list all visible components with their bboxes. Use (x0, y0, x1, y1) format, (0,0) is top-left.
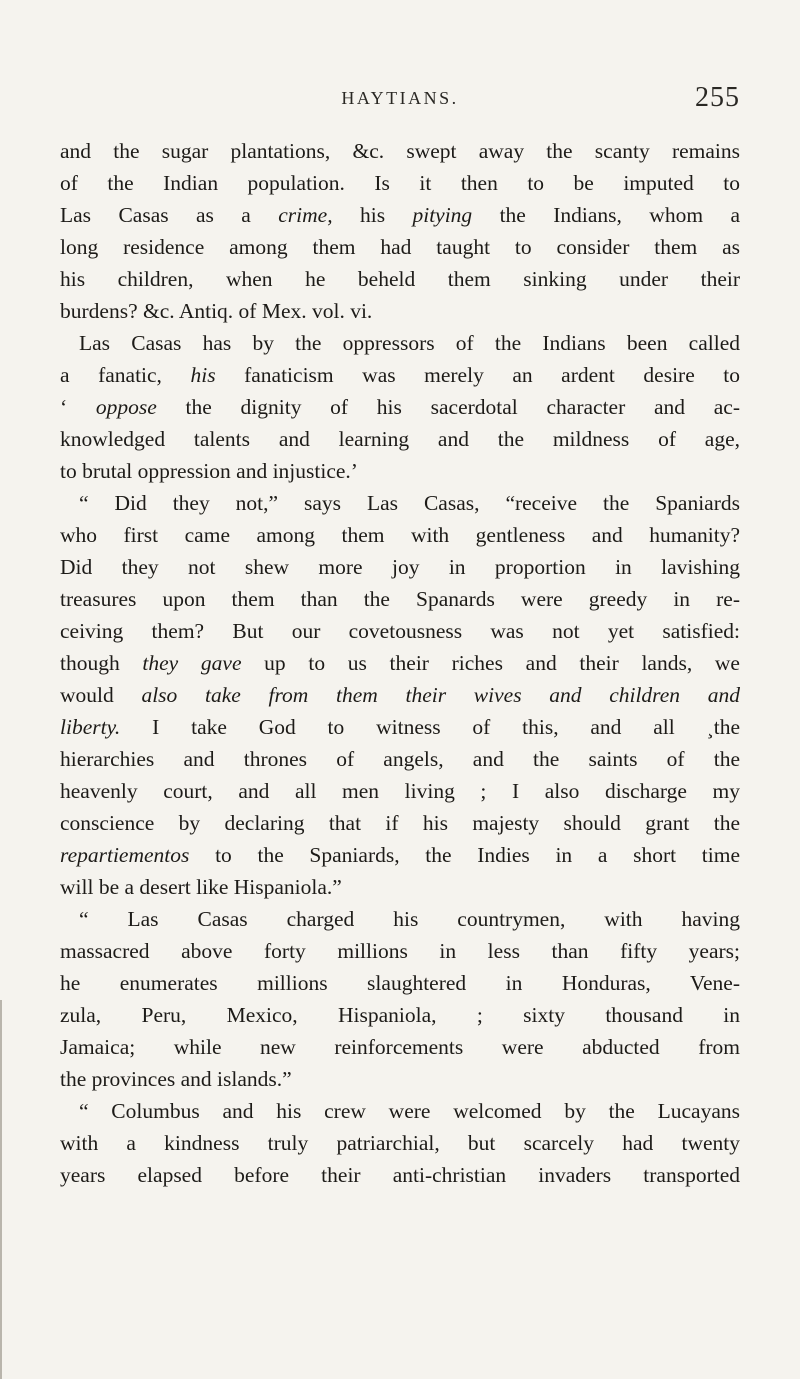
text-segment: a fanatic, (60, 363, 191, 387)
text-line (60, 679, 740, 711)
text-segment: the (713, 715, 740, 739)
text-line (60, 263, 740, 295)
text-line (60, 423, 740, 455)
text-line (60, 487, 740, 519)
italic-text: they gave (142, 651, 242, 675)
text-line (60, 327, 740, 359)
running-head (60, 82, 740, 120)
text-segment: heavenly court, and all men living ; I also discharge my (60, 779, 740, 803)
text-segment: conscience by declaring that if his majesty should grant the (60, 811, 740, 835)
text-segment: the provinces and islands.” (60, 1067, 292, 1091)
text-segment: to the Spaniards, the Indies in a short time (189, 843, 740, 867)
text-line (60, 775, 740, 807)
text-line (60, 935, 740, 967)
text-segment: to brutal oppression and injustice.’ (60, 459, 358, 483)
page-edge-shadow (0, 1000, 2, 1379)
text-segment: the dignity of his sacerdotal character and ac- (156, 395, 740, 419)
italic-text: his (190, 363, 216, 387)
text-line (60, 583, 740, 615)
italic-text: also take from them their wives and children and (141, 683, 740, 707)
text-line (60, 231, 740, 263)
text-segment: would (60, 683, 142, 707)
text-segment: with a kindness truly patriarchial, but scarcely had twenty (60, 1131, 740, 1155)
italic-text: repartiementos (60, 843, 190, 867)
page-number: 255 (695, 82, 740, 113)
text-line (60, 135, 740, 167)
text-line (60, 807, 740, 839)
text-segment: the Indians, whom a (472, 203, 741, 227)
text-segment: Las Casas as a (60, 203, 279, 227)
text-segment: his (332, 203, 413, 227)
text-line (60, 647, 740, 679)
text-segment: Jamaica; while new reinforcements were abducted from (60, 1035, 740, 1059)
text-segment: knowledged talents and learning and the mildness of age, (60, 427, 740, 451)
text-line (60, 903, 740, 935)
text-line (60, 1063, 740, 1095)
text-segment: long residence among them had taught to consider them as (60, 235, 740, 259)
text-line (60, 1159, 740, 1191)
text-line (60, 967, 740, 999)
text-segment: ¸ (706, 715, 714, 739)
text-segment: treasures upon them than the Spanards were greedy in re- (60, 587, 740, 611)
running-title: HAYTIANS. (341, 88, 459, 108)
text-line (60, 743, 740, 775)
text-segment: zula, Peru, Mexico, Hispaniola, ; sixty thousand in (60, 1003, 740, 1027)
text-segment: Las Casas has by the oppressors of the Indians been called (79, 331, 740, 355)
text-line (60, 519, 740, 551)
text-segment: will be a desert like Hispaniola.” (60, 875, 342, 899)
text-line (60, 711, 740, 743)
body-text (60, 135, 740, 1191)
text-segment: fanaticism was merely an ardent desire to (215, 363, 741, 387)
text-segment: burdens? &c. Antiq. of Mex. vol. vi. (60, 299, 373, 323)
text-line (60, 359, 740, 391)
text-line (60, 1031, 740, 1063)
text-line (60, 839, 740, 871)
text-segment: “ Did they not,” says Las Casas, “receive the Spaniards (79, 491, 740, 515)
text-line (60, 391, 740, 423)
italic-text: crime, (278, 203, 333, 227)
text-segment: “ Las Casas charged his countrymen, with having (79, 907, 740, 931)
text-segment: I take God to witness of this, and all (120, 715, 707, 739)
text-segment: and the sugar plantations, &c. swept away the scanty remains (60, 139, 740, 163)
text-line (60, 199, 740, 231)
text-line (60, 999, 740, 1031)
text-segment: hierarchies and thrones of angels, and the saints of the (60, 747, 740, 771)
text-line (60, 615, 740, 647)
text-segment: though (60, 651, 143, 675)
text-segment: up to us their riches and their lands, we (241, 651, 740, 675)
text-line (60, 455, 740, 487)
text-segment: massacred above forty millions in less than fifty years; (60, 939, 740, 963)
italic-text: liberty. (60, 715, 121, 739)
italic-text: oppose (95, 395, 157, 419)
text-segment: ‘ (60, 395, 96, 419)
text-line (60, 551, 740, 583)
text-segment: of the Indian population. Is it then to be imputed to (60, 171, 740, 195)
italic-text: pitying (412, 203, 473, 227)
text-segment: “ Columbus and his crew were welcomed by the Lucayans (79, 1099, 740, 1123)
text-line (60, 167, 740, 199)
text-segment: his children, when he beheld them sinking under their (60, 267, 740, 291)
text-segment: ceiving them? But our covetousness was not yet satisfied: (60, 619, 740, 643)
text-segment: who first came among them with gentleness and humanity? (60, 523, 740, 547)
text-line (60, 1127, 740, 1159)
text-line (60, 295, 740, 327)
text-line (60, 871, 740, 903)
text-segment: years elapsed before their anti-christian invaders transported (60, 1163, 740, 1187)
text-segment: he enumerates millions slaughtered in Honduras, Vene- (60, 971, 740, 995)
text-segment: Did they not shew more joy in proportion in lavishing (60, 555, 740, 579)
text-line (60, 1095, 740, 1127)
